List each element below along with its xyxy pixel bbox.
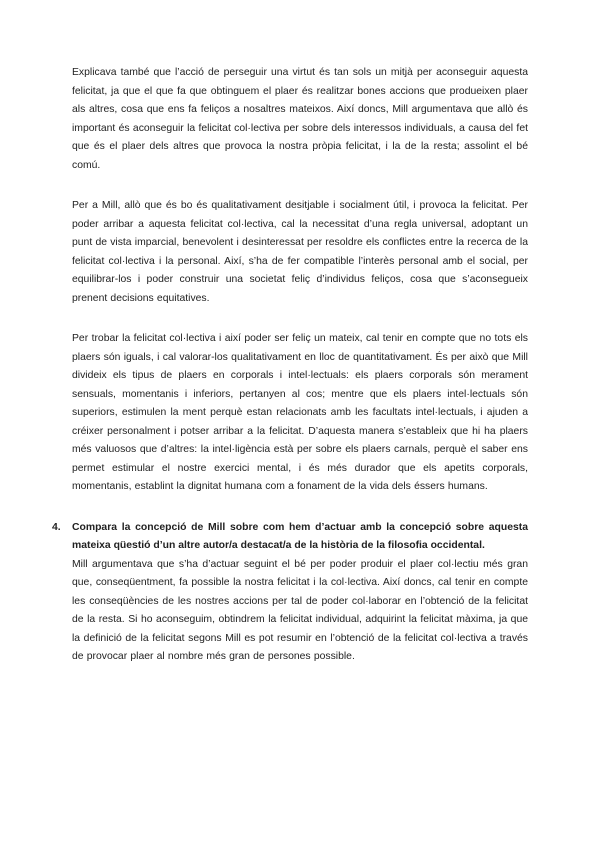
question-number: 4. [52, 521, 61, 533]
paragraph-virtue-and-happiness: Explicava també que l’acció de perseguir una virtut és tan sols un mitjà per aconseguir aquesta felicitat, ja que el que fa que obtinguem el plaer és realitzar bones accions que produeixen plaer als altres, cosa que ens fa feliços a nosaltres mateixos. Així doncs, Mill argumentava que allò és important és aconseguir la felicitat col·lectiva per sobre dels interessos individuals, a causa del fet que és el plaer dels altres que provoca la nostra pròpia felicitat, i la de la resta; assolint el bé comú. [72, 67, 528, 171]
question-answer: Mill argumentava que s’ha d’actuar seguint el bé per poder produir el plaer col·lectiu més gran que, conseqüentment, fa possible la nostra felicitat i la col·lectiva. Així doncs, cal tenir en compte les conseqüències de les nostres accions per tal de poder col·laborar en l’obtenció de la felicitat de la resta. Si ho aconseguim, obtindrem la felicitat individual, adquirint la felicitat màxima, ja que la definició de la felicitat segons Mill es pot resumir en l’obtenció de la felicitat col·lectiva a través de provocar plaer al nombre més gran de persones possible. [72, 558, 528, 662]
document-page [52, 64, 528, 667]
question-heading: Compara la concepció de Mill sobre com hem d’actuar amb la concepció sobre aquesta mateixa qüestió d’un altre autor/a destacat/a de la història de la filosofia occidental. [72, 521, 528, 551]
paragraph-types-of-pleasure: Per trobar la felicitat col·lectiva i així poder ser feliç un mateix, cal tenir en compte que no tots els plaers són iguals, i cal valorar-los qualitativament en lloc de quantitativament. És per això que Mill divideix els tipus de plaers en corporals i intel·lectuals: els plaers corporals són merament sensuals, momentanis i inferiors, pertanyen al cos; mentre que els plaers intel·lectuals són superiors, estimulen la ment perquè estan relacionats amb les facultats intel·lectuals, i ajuden a créixer personalment i potser arribar a la felicitat. D’aquesta manera s’estableix que hi ha plaers més valuosos que d’altres: la intel·ligència està per sobre els plaers carnals, perquè el saber ens permet estimular el nostre exercici mental, i és més durador que els apetits corporals, momentanis, establint la dignitat humana com a fonament de la vida dels éssers humans. [72, 333, 528, 492]
question-4-block [52, 519, 528, 667]
paragraph-universal-rule: Per a Mill, allò que és bo és qualitativament desitjable i socialment útil, i provoca la felicitat. Per poder arribar a aquesta felicitat col·lectiva, cal la necessitat d’una regla universal, adoptant un punt de vista imparcial, benevolent i desinteressat per resoldre els conflictes entre la recerca de la felicitat col·lectiva i la personal. Així, s’ha de fer compatible l’interès personal amb el social, per equilibrar-los i poder construir una societat feliç d’individus feliços, cosa que s’aconsegueix prenent decisions equitatives. [72, 200, 528, 304]
